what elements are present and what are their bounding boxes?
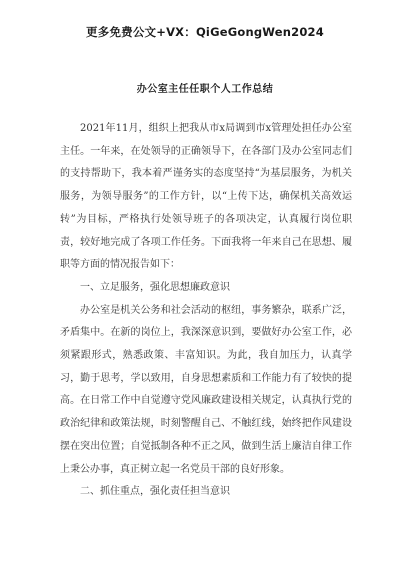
document-body: [60, 118, 352, 504]
document-title: 办公室主任任职个人工作总结: [136, 84, 274, 95]
promo-banner: 更多免费公文+VX：QiGeGongWen2024: [86, 25, 324, 39]
section-heading-1: 一、立足服务，强化思想廉政意识: [80, 281, 230, 293]
section-heading-2: 二、抓住重点，强化责任担当意识: [80, 486, 230, 498]
intro-paragraph: 2021年11月，组织上把我从市x局调到市x管理处担任办公室主任。一年来，在处领导的正确领导下，在各部门及办公室同志们的支持帮助下，我本着严谨务实的态度坚持“为基层服务，为机关服务，为领导服务”的工作方针，以“上传下达，确保机关高效运转”为目标，严格执行处领导班子的各项决定，认真履行岗位职责，较好地完成了各项工作任务。下面我将一年来自己在思想、履职等方面的情况报告如下：: [60, 123, 352, 271]
section-1-paragraph: 办公室是机关公务和社会活动的枢纽，事务繁杂，联系广泛，矛盾集中。在新的岗位上，我深深意识到，要做好办公室工作，必须紧跟形式，熟悉政策、丰富知识。为此，我自加压力，认真学习，勤于思考，学以致用，自身思想素质和工作能力有了较快的提高。在日常工作中自觉遵守党风廉政建设相关规定，认真执行党的政治纪律和政策法规，时刻警醒自己、不触红线，始终把作风建设摆在突出位置；自觉抵制各种不正之风，做到生活上廉洁自律工作上秉公办事，真正树立起一名党员干部的良好形象。: [60, 304, 352, 475]
